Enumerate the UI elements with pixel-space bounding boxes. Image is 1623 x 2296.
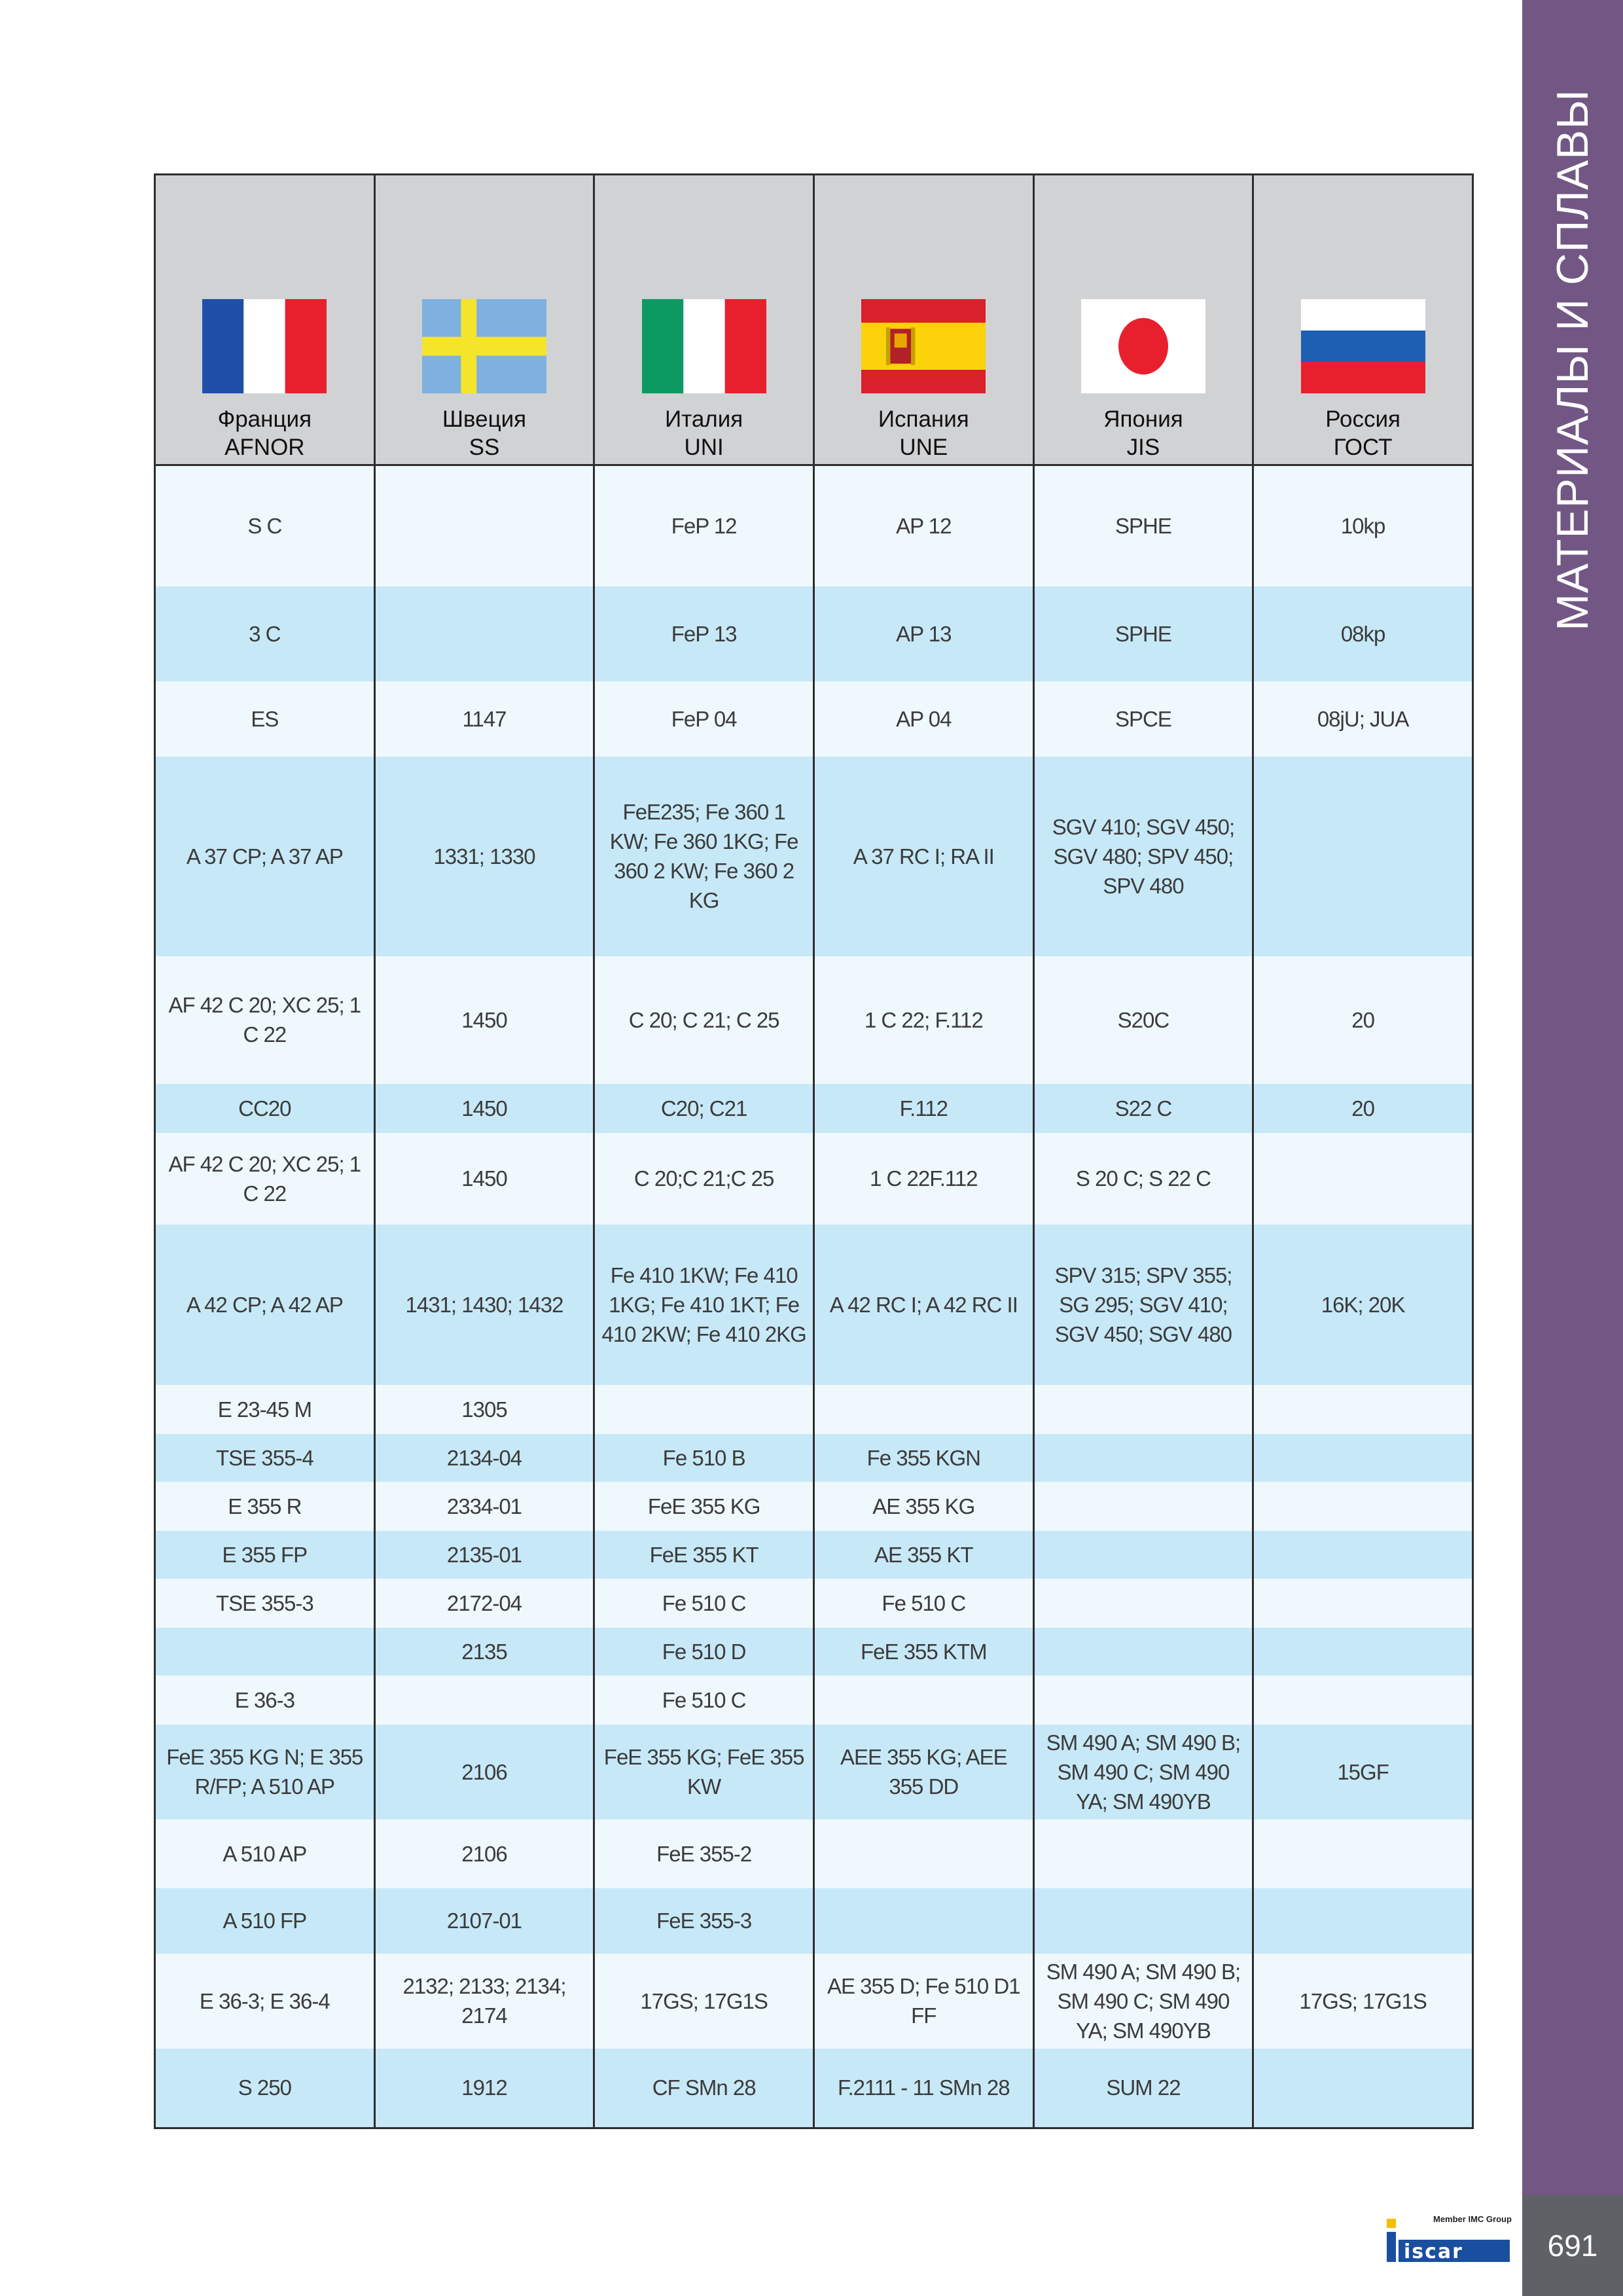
country-label: Франция [217,406,312,432]
table-cell: E 36-3 [155,1676,375,1725]
header-russia [1253,175,1473,465]
table-cell [594,1385,814,1434]
table-cell [1253,1531,1473,1579]
table-row [155,1434,1473,1482]
table-cell: TSE 355-3 [155,1579,375,1628]
table-row [155,1225,1473,1385]
standard-label: UNE [899,435,948,460]
table-cell [1033,1579,1253,1628]
svg-text:iscar: iscar [1404,2240,1463,2263]
table-cell [1253,1482,1473,1531]
table-row [155,1676,1473,1725]
table-row [155,956,1473,1084]
table-cell: Fe 410 1KW; Fe 410 1KG; Fe 410 1KT; Fe 410 2KW; Fe 410 2KG [594,1225,814,1385]
table-cell: 3 C [155,586,375,681]
table-cell [155,1628,375,1676]
table-cell: 2135 [374,1628,594,1676]
table-cell: FeP 12 [594,465,814,586]
table-cell [813,1820,1033,1888]
standard-label: JIS [1126,435,1160,460]
table-row [155,1482,1473,1531]
table-cell: 20 [1253,956,1473,1084]
table-cell: TSE 355-4 [155,1434,375,1482]
table-cell: S C [155,465,375,586]
table-cell: FeE 355 KG N; E 355 R/FP; A 510 AP [155,1725,375,1820]
table-cell: FeE 355-3 [594,1888,814,1954]
table-cell: 1147 [374,681,594,757]
table-cell: A 37 RC I; RA II [813,757,1033,956]
table-cell [1033,1628,1253,1676]
table-cell [1033,1434,1253,1482]
standard-label: AFNOR [224,435,305,460]
table-cell [1253,757,1473,956]
table-cell: S 250 [155,2049,375,2128]
italy-flag-icon [642,299,766,393]
table-row [155,586,1473,681]
country-label: Италия [665,406,743,432]
table-cell: Fe 510 C [594,1579,814,1628]
table-cell: Fe 510 C [813,1579,1033,1628]
header-sweden [374,175,594,465]
table-cell: AE 355 KT [813,1531,1033,1579]
table-cell: 2334-01 [374,1482,594,1531]
table-cell: C20; C21 [594,1084,814,1133]
table-cell: Fe 510 B [594,1434,814,1482]
table-cell: SGV 410; SGV 450; SGV 480; SPV 450; SPV 480 [1033,757,1253,956]
table-cell: AE 355 D; Fe 510 D1 FF [813,1954,1033,2049]
table-cell: SM 490 A; SM 490 B; SM 490 C; SM 490 YA; SM 490YB [1033,1954,1253,2049]
table-cell: 1912 [374,2049,594,2128]
table-cell: F.112 [813,1084,1033,1133]
table-cell: 20 [1253,1084,1473,1133]
table-cell [1253,1676,1473,1725]
table-cell: 1 C 22; F.112 [813,956,1033,1084]
table-cell [1033,1482,1253,1531]
standard-label: UNI [684,435,724,460]
table-cell: 2135-01 [374,1531,594,1579]
table-cell: SPV 315; SPV 355; SG 295; SGV 410; SGV 450; SGV 480 [1033,1225,1253,1385]
table-cell: 15GF [1253,1725,1473,1820]
table-body [155,465,1473,2128]
table-cell: 08jU; JUA [1253,681,1473,757]
table-cell: E 355 R [155,1482,375,1531]
header-italy [594,175,814,465]
table-cell: 08kp [1253,586,1473,681]
table-row [155,1084,1473,1133]
table-cell [374,586,594,681]
table-cell: 10kp [1253,465,1473,586]
sweden-flag-icon [422,299,546,393]
table-cell: 17GS; 17G1S [1253,1954,1473,2049]
table-cell: FeP 13 [594,586,814,681]
table-cell: S20C [1033,956,1253,1084]
table-cell: 1450 [374,1084,594,1133]
table-cell: ES [155,681,375,757]
table-cell [1033,1820,1253,1888]
logo-subtitle: Member IMC Group [1433,2214,1512,2224]
table-cell [1253,1385,1473,1434]
country-label: Япония [1103,406,1183,432]
table-cell: SPCE [1033,681,1253,757]
table-row [155,681,1473,757]
country-label: Испания [878,406,969,432]
table-cell [374,465,594,586]
table-cell: AP 04 [813,681,1033,757]
table-cell: FeE 355 KT [594,1531,814,1579]
table-cell [1253,1628,1473,1676]
standard-label: ГОСТ [1333,435,1393,460]
russia-flag-icon [1301,299,1425,393]
table-cell: SPHE [1033,465,1253,586]
country-label: Швеция [442,406,527,432]
table-cell [1033,1676,1253,1725]
table-cell: 2106 [374,1820,594,1888]
table-row [155,1725,1473,1820]
table-cell: CC20 [155,1084,375,1133]
table-cell: 2106 [374,1725,594,1820]
table-cell: Fe 510 C [594,1676,814,1725]
table-cell: SUM 22 [1033,2049,1253,2128]
table-row [155,465,1473,586]
table-row [155,1385,1473,1434]
table-cell: FeP 04 [594,681,814,757]
table-cell [1253,2049,1473,2128]
table-cell [1253,1820,1473,1888]
table-cell [1253,1888,1473,1954]
table-cell: 1450 [374,956,594,1084]
table-cell: SPHE [1033,586,1253,681]
table-row [155,1954,1473,2049]
table-cell: FeE 355 KG; FeE 355 KW [594,1725,814,1820]
table-cell: A 510 FP [155,1888,375,1954]
japan-flag-icon [1081,299,1205,393]
table-cell: A 510 AP [155,1820,375,1888]
table-cell: AEE 355 KG; AEE 355 DD [813,1725,1033,1820]
table-cell: E 355 FP [155,1531,375,1579]
table-cell [813,1888,1033,1954]
table-cell [374,1676,594,1725]
table-cell: E 36-3; E 36-4 [155,1954,375,2049]
table-cell: 1450 [374,1133,594,1225]
table-row [155,1531,1473,1579]
table-cell [1253,1579,1473,1628]
table-cell: CF SMn 28 [594,2049,814,2128]
table-cell: A 42 RC I; A 42 RC II [813,1225,1033,1385]
table-cell: A 37 CP; A 37 AP [155,757,375,956]
spain-flag-icon [861,299,986,393]
france-flag-icon [202,299,327,393]
table-cell: 2132; 2133; 2134; 2174 [374,1954,594,2049]
table-cell: AP 13 [813,586,1033,681]
table-cell: S 20 C; S 22 C [1033,1133,1253,1225]
table-row [155,1628,1473,1676]
table-cell [813,1385,1033,1434]
table-cell: FeE 355 KG [594,1482,814,1531]
table-cell: F.2111 - 11 SMn 28 [813,2049,1033,2128]
table-cell: 1305 [374,1385,594,1434]
table-row [155,1888,1473,1954]
materials-table [154,173,1474,2129]
header-japan [1033,175,1253,465]
table-cell: AP 12 [813,465,1033,586]
table-cell: C 20;C 21;C 25 [594,1133,814,1225]
table-cell: AF 42 C 20; XC 25; 1 C 22 [155,1133,375,1225]
table-cell: S22 C [1033,1084,1253,1133]
table-cell [1033,1531,1253,1579]
table-row [155,1133,1473,1225]
table-cell: SM 490 A; SM 490 B; SM 490 C; SM 490 YA; SM 490YB [1033,1725,1253,1820]
table-cell: 1431; 1430; 1432 [374,1225,594,1385]
table-row [155,1579,1473,1628]
standard-label: SS [469,435,500,460]
table-header-row [155,175,1473,465]
table-cell: 2172-04 [374,1579,594,1628]
table-cell: 2107-01 [374,1888,594,1954]
table-row [155,1820,1473,1888]
country-label: Россия [1325,406,1400,432]
table-cell [1253,1434,1473,1482]
table-cell [1253,1133,1473,1225]
table-cell: FeE 355 KTM [813,1628,1033,1676]
table-row [155,2049,1473,2128]
table-cell: C 20; C 21; C 25 [594,956,814,1084]
table-cell: FeE 355-2 [594,1820,814,1888]
header-spain [813,175,1033,465]
table-cell [1033,1888,1253,1954]
page-number: 691 [1522,2195,1623,2296]
table-cell: Fe 510 D [594,1628,814,1676]
table-cell: 16K; 20K [1253,1225,1473,1385]
table-cell: 17GS; 17G1S [594,1954,814,2049]
table-cell: E 23-45 M [155,1385,375,1434]
table-cell: 1 C 22F.112 [813,1133,1033,1225]
table-cell: FeE235; Fe 360 1 KW; Fe 360 1KG; Fe 360 2 KW; Fe 360 2 KG [594,757,814,956]
table-cell: 1331; 1330 [374,757,594,956]
table-cell [813,1676,1033,1725]
table-row [155,757,1473,956]
table-cell: A 42 CP; A 42 AP [155,1225,375,1385]
table-cell: AE 355 KG [813,1482,1033,1531]
table-cell: 2134-04 [374,1434,594,1482]
table-cell [1033,1385,1253,1434]
sidebar-title: МАТЕРИАЛЫ И СПЛАВЫ [1548,89,1597,631]
table-cell: AF 42 C 20; XC 25; 1 C 22 [155,956,375,1084]
header-france [155,175,375,465]
table-cell: Fe 355 KGN [813,1434,1033,1482]
